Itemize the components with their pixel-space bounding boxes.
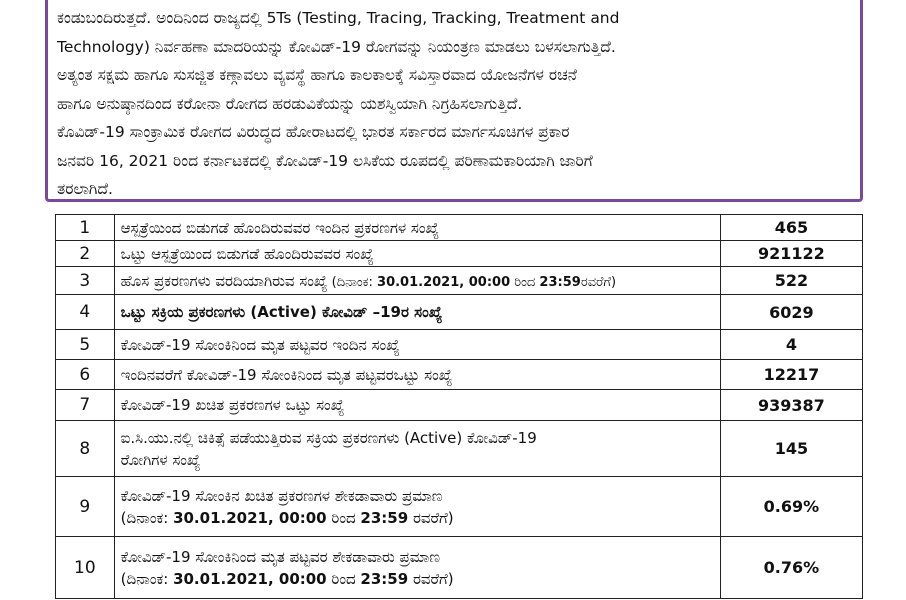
date-note-date: 30.01.2021, 00:00 (377, 274, 511, 290)
table-row (56, 537, 863, 599)
row-number: 6 (56, 360, 115, 390)
date-note-suffix: ರವರೆಗೆ) (580, 274, 617, 290)
date-note (327, 275, 616, 290)
row-value: 465 (720, 215, 862, 241)
row-description-text: ಕೋವಿಡ್-19 ಸೋಂಕಿನ ಖಚಿತ ಪ್ರಕರಣಗಳ ಶೇಕಡಾವಾರು ಪ್ರಮಾಣ (120, 486, 443, 505)
row-description-text: ಐ.ಸಿ.ಯು.ನಲ್ಲಿ ಚಿಕಿತ್ಸೆ ಪಡೆಯುತ್ತಿರುವ ಸಕ್ರಿಯ ಪ್ರಕರಣಗಳು (Active) ಕೋವಿಡ್-19 (120, 428, 537, 447)
text-line: ಕಂಡುಬಂದಿರುತ್ತದೆ. ಅಂದಿನಿಂದ ರಾಜ್ಯದಲ್ಲಿ 5Ts (Testing, Tracing, Tracking, Treatment and (57, 9, 620, 27)
row-number: 10 (56, 537, 115, 599)
row-description: ಆಸ್ಪತ್ರೆಯಿಂದ ಬಿಡುಗಡೆ ಹೊಂದಿರುವವರ ಇಂದಿನ ಪ್ರಕರಣಗಳ ಸಂಖ್ಯೆ (114, 215, 720, 241)
date-note-date: 30.01.2021, 00:00 (173, 508, 327, 527)
row-value: 522 (720, 267, 862, 295)
row-value: 0.69% (720, 477, 862, 537)
row-description (114, 477, 720, 537)
table-row (56, 390, 863, 421)
row-number: 8 (56, 421, 115, 477)
date-note (121, 509, 714, 527)
text-line: Technology) ನಿರ್ವಹಣಾ ಮಾದರಿಯನ್ನು ಕೋವಿಡ್-19 ರೋಗವನ್ನು ನಿಯಂತ್ರಣ ಮಾಡಲು ಬಳಸಲಾಗುತ್ತಿದೆ. (57, 37, 616, 56)
date-note-date: 30.01.2021, 00:00 (173, 569, 327, 588)
row-description: ಒಟ್ಟು ಆಸ್ಪತ್ರೆಯಿಂದ ಬಿಡುಗಡೆ ಹೊಂದಿರುವವರ ಸಂಖ್ಯೆ (114, 241, 720, 267)
date-note-suffix: ರವರೆಗೆ) (408, 508, 454, 527)
table-row (56, 477, 863, 537)
row-value: 939387 (720, 390, 862, 421)
row-description (114, 537, 720, 599)
row-description-text: ಕೋವಿಡ್-19 ಸೋಂಕಿನಿಂದ ಮೃತ ಪಟ್ಟವರ ಶೇಕಡಾವಾರು ಪ್ರಮಾಣ (120, 547, 440, 566)
row-number: 5 (56, 330, 115, 360)
row-value: 145 (720, 421, 862, 477)
row-value: 6029 (720, 295, 862, 330)
intro-paragraph-2 (57, 118, 855, 204)
date-note-prefix: (ದಿನಾಂಕ: (120, 569, 174, 588)
table-row (56, 421, 863, 477)
text-line: ಅತ್ಯಂತ ಸಕ್ಷಮ ಹಾಗೂ ಸುಸಜ್ಜಿತ ಕಣ್ಗಾವಲು ವ್ಯವಸ್ಥೆ ಹಾಗೂ ಕಾಲಕಾಲಕ್ಕೆ ಸವಿಸ್ತಾರವಾದ ಯೋಜನೆಗಳ ರಚನೆ (57, 66, 577, 84)
row-value: 921122 (720, 241, 862, 267)
text-line: ಜನವರಿ 16, 2021 ರಿಂದ ಕರ್ನಾಟಕದಲ್ಲಿ ಕೋವಿಡ್-19 ಲಸಿಕೆಯ ರೂಪದಲ್ಲಿ ಪರಿಣಾಮಕಾರಿಯಾಗಿ ಜಾರಿಗೆ (57, 151, 593, 170)
row-description: ಕೋವಿಡ್-19 ಖಚಿತ ಪ್ರಕರಣಗಳ ಒಟ್ಟು ಸಂಖ್ಯೆ (114, 390, 720, 421)
row-number: 1 (56, 215, 115, 241)
table-row (56, 215, 863, 241)
row-description-text: ಹೊಸ ಪ್ರಕರಣಗಳು ವರದಿಯಾಗಿರುವ ಸಂಖ್ಯೆ (120, 271, 328, 290)
row-description: ಒಟ್ಟು ಸಕ್ರಿಯ ಪ್ರಕರಣಗಳು (Active) ಕೋವಿಡ್ –19ರ ಸಂಖ್ಯೆ (114, 295, 720, 330)
table-row (56, 267, 863, 295)
row-description: ಕೋವಿಡ್-19 ಸೋಂಕಿನಿಂದ ಮೃತ ಪಟ್ಟವರ ಇಂದಿನ ಸಂಖ್ಯೆ (114, 330, 720, 360)
table-row (56, 360, 863, 390)
row-number: 4 (56, 295, 115, 330)
row-description-line2: ರೋಗಿಗಳ ಸಂಖ್ಯೆ (120, 450, 201, 469)
date-note-time: 23:59 (539, 274, 581, 290)
date-note (121, 570, 714, 588)
intro-paragraph-1 (57, 4, 855, 118)
row-value: 4 (720, 330, 862, 360)
date-note-mid: ರಿಂದ (510, 274, 540, 290)
row-description (114, 267, 720, 295)
row-value: 0.76% (720, 537, 862, 599)
row-description (114, 421, 720, 477)
text-line: ತರಲಾಗಿದೆ. (57, 180, 113, 198)
row-number: 7 (56, 390, 115, 421)
date-note-prefix: (ದಿನಾಂಕ: (120, 508, 174, 527)
covid-stats-table (55, 214, 863, 599)
date-note-time: 23:59 (360, 508, 409, 527)
date-note-mid: ರಿಂದ (326, 508, 361, 527)
row-number: 3 (56, 267, 115, 295)
date-note-time: 23:59 (360, 569, 409, 588)
row-number: 2 (56, 241, 115, 267)
text-line: ಕೊವಿಡ್-19 ಸಾಂಕ್ರಾಮಿಕ ರೋಗದ ವಿರುದ್ಧದ ಹೋರಾಟದಲ್ಲಿ ಭಾರತ ಸರ್ಕಾರದ ಮಾರ್ಗಸೂಚಿಗಳ ಪ್ರಕಾರ (57, 123, 570, 141)
date-note-prefix: (ದಿನಾಂಕ: (327, 274, 378, 290)
date-note-suffix: ರವರೆಗೆ) (408, 569, 454, 588)
table-row (56, 330, 863, 360)
date-note-mid: ರಿಂದ (326, 569, 361, 588)
table-row (56, 295, 863, 330)
row-number: 9 (56, 477, 115, 537)
table-row (56, 241, 863, 267)
text-line: ಹಾಗೂ ಅನುಷ್ಠಾನದಿಂದ ಕರೋನಾ ರೋಗದ ಹರಡುವಿಕೆಯನ್ನು ಯಶಸ್ವಿಯಾಗಿ ನಿಗ್ರಹಿಸಲಾಗುತ್ತಿದೆ. (57, 94, 523, 113)
row-value: 12217 (720, 360, 862, 390)
row-description: ಇಂದಿನವರೆಗೆ ಕೋವಿಡ್-19 ಸೋಂಕಿನಿಂದ ಮೃತ ಪಟ್ಟವರಒಟ್ಟು ಸಂಖ್ಯೆ (114, 360, 720, 390)
